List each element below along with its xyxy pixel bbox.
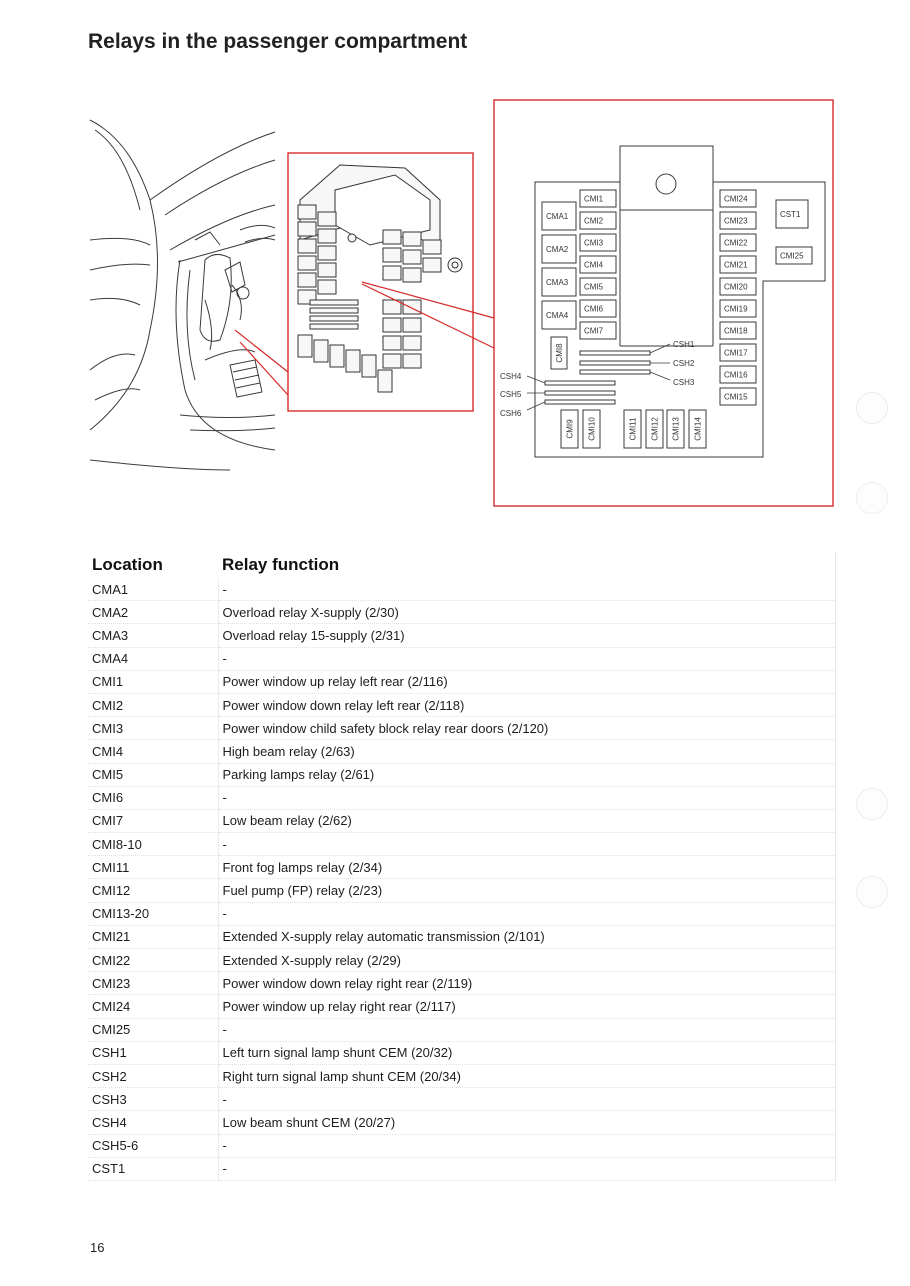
location-cell: CMI6 xyxy=(88,786,218,809)
table-row xyxy=(88,624,836,647)
location-cell: CMI4 xyxy=(88,740,218,763)
function-cell: Extended X-supply relay (2/29) xyxy=(218,949,836,972)
location-cell: CMA4 xyxy=(88,647,218,670)
relay-location-figure xyxy=(0,0,910,520)
location-cell: CMI12 xyxy=(88,879,218,902)
callout-connectors xyxy=(235,282,494,395)
csh3-label: CSH3 xyxy=(673,378,695,387)
location-cell: CMA3 xyxy=(88,624,218,647)
function-cell: Power window up relay right rear (2/117) xyxy=(218,995,836,1018)
table-row xyxy=(88,879,836,902)
csh1-label: CSH1 xyxy=(673,340,695,349)
table-row xyxy=(88,1134,836,1157)
location-cell: CMI11 xyxy=(88,856,218,879)
location-cell: CST1 xyxy=(88,1157,218,1180)
relay-box-illustration xyxy=(298,165,462,392)
function-column-header: Relay function xyxy=(218,552,836,578)
table-row xyxy=(88,1088,836,1111)
relay-cmi19-label: CMI19 xyxy=(724,304,748,314)
table-row xyxy=(88,786,836,809)
relay-cma1-label: CMA1 xyxy=(546,212,569,221)
location-column-header: Location xyxy=(92,555,163,574)
shunt-csh4-strip xyxy=(545,381,615,385)
csh4-label: CSH4 xyxy=(500,372,522,381)
relay-cmi16-label: CMI16 xyxy=(724,370,748,380)
relay-cmi3-label: CMI3 xyxy=(584,238,604,248)
page-number: 16 xyxy=(90,1240,105,1255)
function-cell: Power window down relay right rear (2/119) xyxy=(218,972,836,995)
relay-cmi20-label: CMI20 xyxy=(724,282,748,292)
relay-cmi21-label: CMI21 xyxy=(724,260,748,270)
page-title: Relays in the passenger compartment xyxy=(88,30,468,53)
relay-cmi24-label: CMI24 xyxy=(724,194,748,204)
relay-cma3-label: CMA3 xyxy=(546,278,569,287)
relay-cmi15-label: CMI15 xyxy=(724,392,748,402)
shunt-csh2-strip xyxy=(580,361,650,365)
function-cell: Power window up relay left rear (2/116) xyxy=(218,670,836,693)
binder-hole xyxy=(856,392,888,424)
table-row xyxy=(88,670,836,693)
table-header-row xyxy=(88,552,836,578)
table-row xyxy=(88,995,836,1018)
table-row xyxy=(88,972,836,995)
location-cell: CMI25 xyxy=(88,1018,218,1041)
function-cell: Parking lamps relay (2/61) xyxy=(218,763,836,786)
table-row xyxy=(88,833,836,856)
csh6-label: CSH6 xyxy=(500,409,522,418)
relay-cmi13-label: CMI13 xyxy=(671,417,681,441)
relay-cmi1-label: CMI1 xyxy=(584,194,604,204)
relay-cmi6-label: CMI6 xyxy=(584,304,604,314)
csh5-label: CSH5 xyxy=(500,390,522,399)
relay-cmi25-label: CMI25 xyxy=(780,251,804,261)
function-cell: - xyxy=(218,1088,836,1111)
car-interior-illustration xyxy=(90,120,275,470)
function-cell: Front fog lamps relay (2/34) xyxy=(218,856,836,879)
function-cell: - xyxy=(218,647,836,670)
location-cell: CMI24 xyxy=(88,995,218,1018)
location-cell: CSH5-6 xyxy=(88,1134,218,1157)
function-cell: Overload relay 15-supply (2/31) xyxy=(218,624,836,647)
csh2-label: CSH2 xyxy=(673,359,695,368)
table-row xyxy=(88,1111,836,1134)
location-cell: CMI22 xyxy=(88,949,218,972)
table-row xyxy=(88,601,836,624)
relay-cmi9-label: CMI9 xyxy=(565,419,575,439)
table-row xyxy=(88,1041,836,1064)
relay-cmi7-label: CMI7 xyxy=(584,326,604,336)
binder-hole xyxy=(856,788,888,820)
location-cell: CMI3 xyxy=(88,717,218,740)
relay-cmi4-label: CMI4 xyxy=(584,260,604,270)
table-row xyxy=(88,856,836,879)
shunt-csh3-strip xyxy=(580,370,650,374)
function-cell: Low beam relay (2/62) xyxy=(218,809,836,832)
function-cell: - xyxy=(218,786,836,809)
function-cell: High beam relay (2/63) xyxy=(218,740,836,763)
function-cell: Right turn signal lamp shunt CEM (20/34) xyxy=(218,1064,836,1087)
table-row xyxy=(88,1157,836,1180)
function-cell: Low beam shunt CEM (20/27) xyxy=(218,1111,836,1134)
table-row xyxy=(88,763,836,786)
table-row xyxy=(88,740,836,763)
function-cell: Fuel pump (FP) relay (2/23) xyxy=(218,879,836,902)
relay-cst1-label: CST1 xyxy=(780,210,801,219)
location-cell: CMI1 xyxy=(88,670,218,693)
table-row xyxy=(88,1018,836,1041)
function-cell: Power window child safety block relay rear doors (2/120) xyxy=(218,717,836,740)
relay-cma2-label: CMA2 xyxy=(546,245,569,254)
relay-cmi23-label: CMI23 xyxy=(724,216,748,226)
relay-cmi10-label: CMI10 xyxy=(587,417,597,441)
location-cell: CMI8-10 xyxy=(88,833,218,856)
relay-cmi12-label: CMI12 xyxy=(650,417,660,441)
location-cell: CMI21 xyxy=(88,925,218,948)
location-cell: CMI2 xyxy=(88,693,218,716)
binder-hole xyxy=(856,482,888,514)
table-row xyxy=(88,578,836,601)
function-cell: - xyxy=(218,1134,836,1157)
relay-function-table xyxy=(88,552,836,1181)
function-cell: - xyxy=(218,833,836,856)
table-row xyxy=(88,925,836,948)
relay-cmi22-label: CMI22 xyxy=(724,238,748,248)
table-row xyxy=(88,902,836,925)
location-cell: CMI5 xyxy=(88,763,218,786)
relay-cmi17-label: CMI17 xyxy=(724,348,748,358)
table-row xyxy=(88,693,836,716)
location-cell: CMI13-20 xyxy=(88,902,218,925)
relay-cmi8-label: CMI8 xyxy=(555,343,564,363)
relay-cma4-label: CMA4 xyxy=(546,311,569,320)
binder-hole xyxy=(856,876,888,908)
function-cell: Extended X-supply relay automatic transmission (2/101) xyxy=(218,925,836,948)
location-cell: CSH3 xyxy=(88,1088,218,1111)
function-cell: - xyxy=(218,578,836,601)
shunt-csh6-strip xyxy=(545,400,615,404)
function-cell: - xyxy=(218,902,836,925)
table-row xyxy=(88,1064,836,1087)
table-row xyxy=(88,809,836,832)
function-cell: Left turn signal lamp shunt CEM (20/32) xyxy=(218,1041,836,1064)
relay-cmi18-label: CMI18 xyxy=(724,326,748,336)
function-cell: - xyxy=(218,1157,836,1180)
shunt-csh5-strip xyxy=(545,391,615,395)
location-cell: CMI23 xyxy=(88,972,218,995)
table-row xyxy=(88,647,836,670)
function-cell: Power window down relay left rear (2/118) xyxy=(218,693,836,716)
location-cell: CSH1 xyxy=(88,1041,218,1064)
relay-cmi2-label: CMI2 xyxy=(584,216,604,226)
location-cell: CMA1 xyxy=(88,578,218,601)
relay-cmi5-label: CMI5 xyxy=(584,282,604,292)
location-cell: CMA2 xyxy=(88,601,218,624)
function-cell: Overload relay X-supply (2/30) xyxy=(218,601,836,624)
location-cell: CSH4 xyxy=(88,1111,218,1134)
function-cell: - xyxy=(218,1018,836,1041)
relay-cmi11-label: CMI11 xyxy=(628,417,638,441)
table-row xyxy=(88,717,836,740)
table-row xyxy=(88,949,836,972)
shunt-csh1-strip xyxy=(580,351,650,355)
relay-cmi14-label: CMI14 xyxy=(693,417,703,441)
location-cell: CSH2 xyxy=(88,1064,218,1087)
location-cell: CMI7 xyxy=(88,809,218,832)
